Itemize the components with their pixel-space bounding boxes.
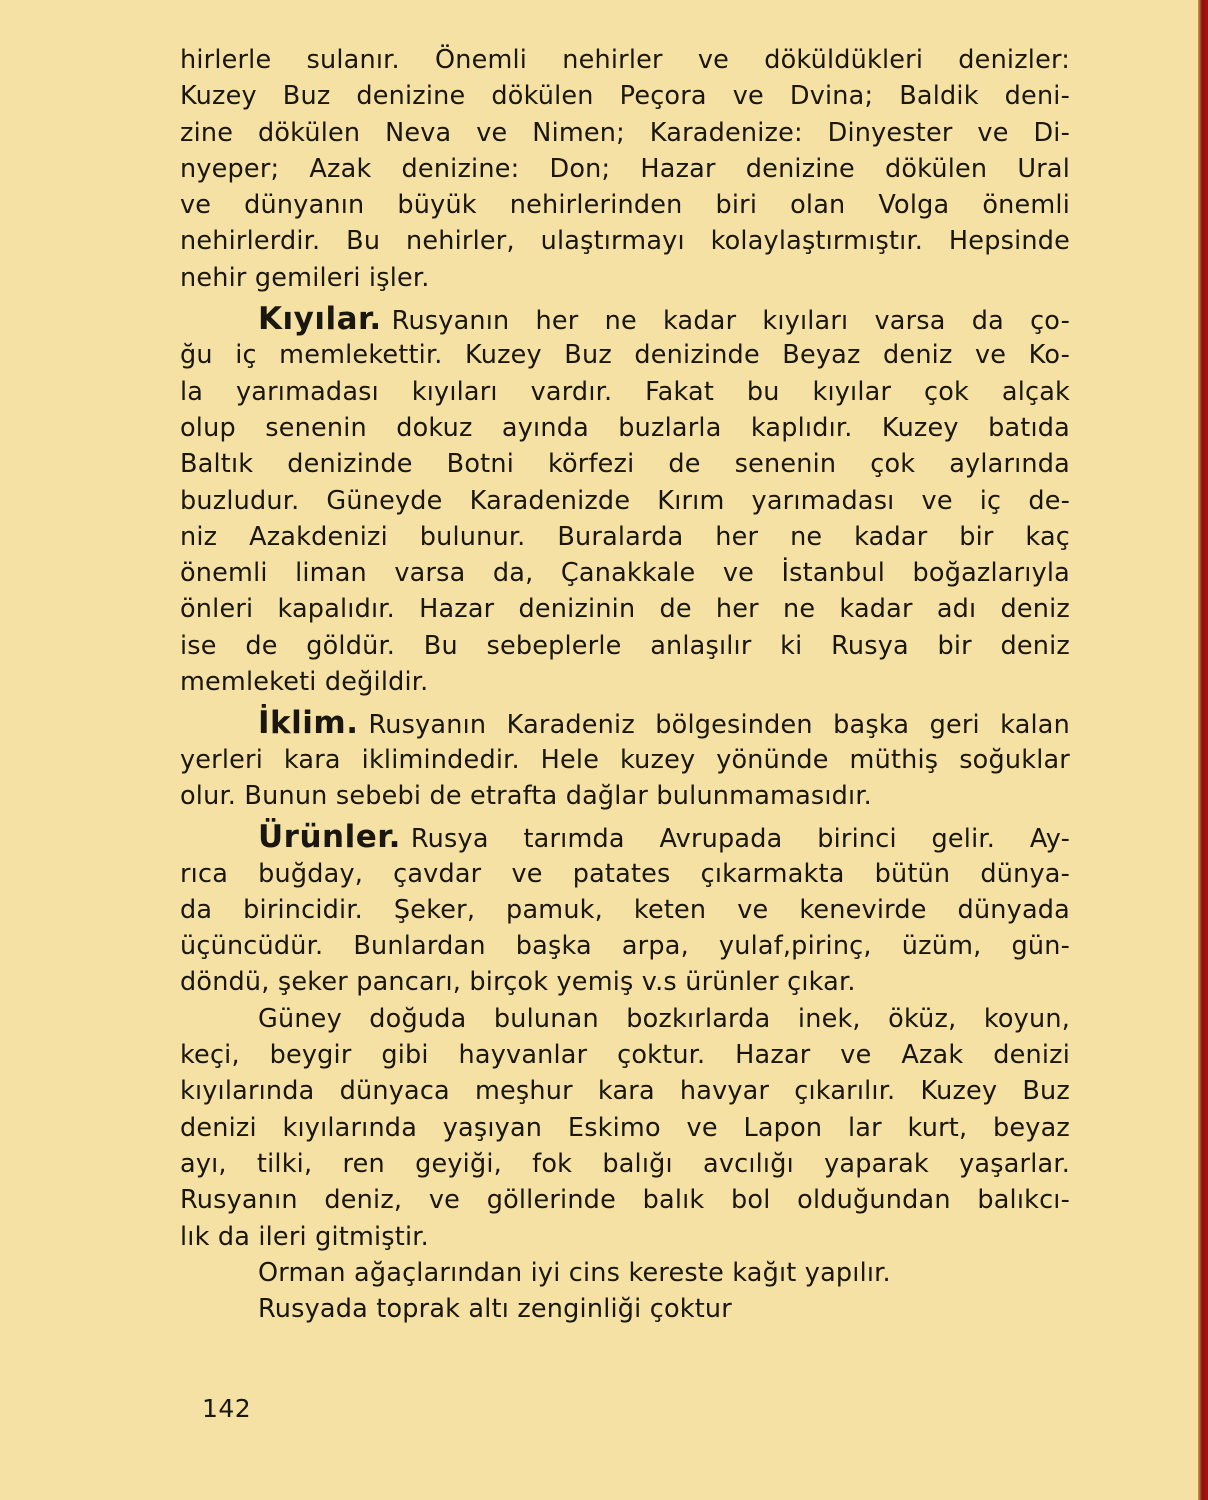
intro-paragraph bbox=[180, 42, 1070, 296]
text-line: buzludur. Güneyde Karadenizde Kırım yarımadası ve iç de- bbox=[180, 485, 1070, 516]
text-line: denizi kıyılarında yaşıyan Eskimo ve Lapon lar kurt, beyaz bbox=[180, 1112, 1070, 1143]
text-line: Güney doğuda bulunan bozkırlarda inek, öküz, koyun, bbox=[258, 1003, 1070, 1034]
text-line: nyeper; Azak denizine: Don; Hazar denizine dökülen Ural bbox=[180, 153, 1070, 184]
text-run: Rusyanın Karadeniz bölgesinden başka geri kalan bbox=[368, 710, 1070, 741]
text-line: nehir gemileri işler. bbox=[180, 262, 430, 293]
text-line: Rusyanın deniz, ve göllerinde balık bol olduğundan balıkcı- bbox=[180, 1185, 1070, 1216]
text-line: keçi, beygir gibi hayvanlar çoktur. Hazar ve Azak denizi bbox=[180, 1040, 1070, 1071]
text-line: yerleri kara iklimindedir. Hele kuzey yönünde müthiş soğuklar bbox=[180, 744, 1070, 775]
text-line: zine dökülen Neva ve Nimen; Karadenize: Dinyester ve Di- bbox=[180, 117, 1070, 148]
text-line: ise de göldür. Bu sebeplerle anlaşılır ki Rusya bir deniz bbox=[180, 630, 1070, 661]
text-line: olup senenin dokuz ayında buzlarla kaplıdır. Kuzey batıda bbox=[180, 412, 1070, 443]
page-edge bbox=[1198, 0, 1208, 1500]
text-line: la yarımadası kıyıları vardır. Fakat bu kıyılar çok alçak bbox=[180, 376, 1070, 407]
text-line: niz Azakdenizi bulunur. Buralarda her ne kadar bir kaç bbox=[180, 521, 1070, 552]
section-urunler bbox=[180, 819, 1070, 1000]
text-run: Rusya tarımda Avrupada birinci gelir. Ay- bbox=[410, 824, 1070, 855]
text-line: olur. Bunun sebebi de etrafta dağlar bulunmamasıdır. bbox=[180, 780, 872, 811]
page-number: 142 bbox=[202, 1394, 252, 1423]
text-line: ğu iç memlekettir. Kuzey Buz denizinde Beyaz deniz ve Ko- bbox=[180, 340, 1070, 371]
section-heading: Kıyılar. bbox=[258, 301, 382, 338]
text-line: önemli liman varsa da, Çanakkale ve İstanbul boğazlarıyla bbox=[180, 558, 1070, 589]
text-line: Baltık denizinde Botni körfezi de senenin çok aylarında bbox=[180, 449, 1070, 480]
section-first-line bbox=[180, 301, 1070, 337]
book-page-text bbox=[180, 42, 1070, 1327]
text-line: nehirlerdir. Bu nehirler, ulaştırmayı kolaylaştırmıştır. Hepsinde bbox=[180, 226, 1070, 257]
text-line: ayı, tilki, ren geyiği, fok balığı avcılığı yaparak yaşarlar. bbox=[180, 1148, 1070, 1179]
text-run: Rusyanın her ne kadar kıyıları varsa da ço- bbox=[391, 306, 1070, 337]
closing-lines bbox=[180, 1255, 1070, 1328]
section-kiyilar bbox=[180, 301, 1070, 700]
text-line: kıyılarında dünyaca meşhur kara havyar çıkarılır. Kuzey Buz bbox=[180, 1076, 1070, 1107]
text-line: Rusyada toprak altı zenginliği çoktur bbox=[258, 1294, 732, 1325]
section-first-line bbox=[180, 705, 1070, 741]
text-line: hirlerle sulanır. Önemli nehirler ve döküldükleri denizler: bbox=[180, 45, 1070, 75]
section-heading: İklim. bbox=[258, 705, 359, 742]
text-line: ve dünyanın büyük nehirlerinden biri olan Volga önemli bbox=[180, 190, 1070, 221]
text-line: Orman ağaçlarından iyi cins kereste kağıt yapılır. bbox=[258, 1257, 891, 1288]
text-line: rıca buğday, çavdar ve patates çıkarmakta bütün dünya- bbox=[180, 858, 1070, 889]
text-line: memleketi değildir. bbox=[180, 667, 429, 698]
text-line: lık da ileri gitmiştir. bbox=[180, 1221, 429, 1252]
text-line: Kuzey Buz denizine dökülen Peçora ve Dvina; Baldik deni- bbox=[180, 81, 1070, 112]
section-iklim bbox=[180, 705, 1070, 814]
text-line: da birincidir. Şeker, pamuk, keten ve kenevirde dünyada bbox=[180, 894, 1070, 925]
section-first-line bbox=[180, 819, 1070, 855]
paragraph-animals bbox=[180, 1001, 1070, 1255]
text-line: önleri kapalıdır. Hazar denizinin de her ne kadar adı deniz bbox=[180, 594, 1070, 625]
text-line: üçüncüdür. Bunlardan başka arpa, yulaf,pirinç, üzüm, gün- bbox=[180, 931, 1070, 962]
text-line: döndü, şeker pancarı, birçok yemiş v.s ürünler çıkar. bbox=[180, 967, 856, 998]
section-heading: Ürünler. bbox=[258, 819, 401, 856]
